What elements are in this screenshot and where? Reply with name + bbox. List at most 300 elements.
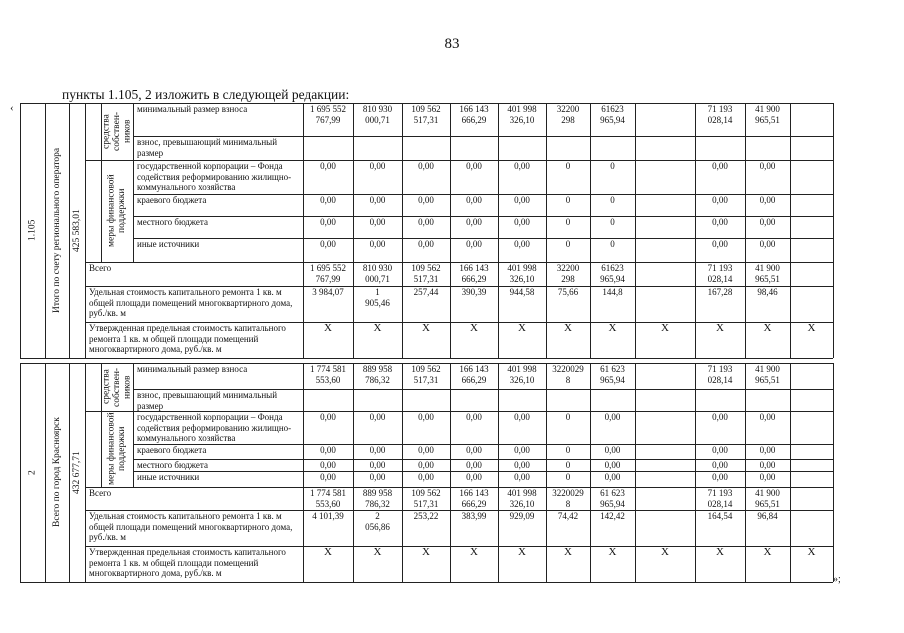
table-rule [833,363,834,582]
cell-value: 0,00 [320,412,336,422]
cell-value: 8 [565,498,571,509]
cell-value: 401 998 [507,364,537,374]
cell-value: 0,00 [712,217,728,227]
cell-value: 1 695 552 [310,104,346,114]
cell-value: 0,00 [369,217,386,227]
table-cell [450,511,498,546]
cell-value: 965,51 [755,374,780,385]
table-cell [303,445,353,459]
table-cell [546,488,590,510]
cell-value: 0,00 [759,239,776,249]
table-cell [498,287,546,322]
cell-value: 905,46 [365,297,390,308]
cell-value: 0,00 [759,460,776,470]
table-cell [745,104,790,136]
table-cell [303,511,353,546]
cell-value: 0 [565,445,571,455]
table-cell [635,547,695,582]
table-cell [695,239,745,262]
cell-value: 4 101,39 [312,511,344,521]
table-cell [695,472,745,487]
row-label: Всего [89,263,112,273]
table-cell [353,364,402,389]
cell-value: 0,00 [712,412,728,422]
table-cell [590,460,635,471]
table-cell [546,195,590,216]
cell-value: 965,51 [755,114,780,125]
table-cell [790,364,833,389]
table-cell [402,263,450,286]
table-cell [590,445,635,459]
cell-value: 401 998 [507,263,537,273]
cell-value: 0,00 [604,460,621,470]
cell-value: 0,00 [466,460,482,470]
table-cell [695,412,745,444]
table-cell [498,137,546,160]
cell-value: 0,00 [418,217,434,227]
cell-value: 553,60 [315,374,341,385]
cell-value: X [422,546,430,558]
table-cell [546,217,590,238]
table-cell [695,161,745,194]
table-cell [590,390,635,411]
table-cell [590,161,635,194]
cell-value: 3 984,07 [312,287,344,297]
cell-value: 253,22 [413,511,439,521]
table-cell [353,511,402,546]
cell-value: 0,00 [712,161,728,171]
cell-value: 517,31 [413,114,439,125]
table-cell [303,547,353,582]
table-cell [590,364,635,389]
cell-value: 144,8 [602,287,623,297]
support-measures-group: меры финансовой поддержки [106,412,127,486]
cell-value: 889 958 [362,488,393,498]
table-cell [353,547,402,582]
cell-value: 786,32 [365,498,390,509]
table-cell [695,390,745,411]
table-rule [20,582,833,583]
cell-value: 61 623 [600,364,625,374]
row-label: государственной корпорации – Фонда содействия реформированию жилищно-коммунального хозяйства [137,412,292,443]
row-label: минимальный размер взноса [137,364,248,374]
table-cell [402,488,450,510]
table-cell [353,472,402,487]
trailing-mark: »; [833,574,841,585]
table-cell [695,323,745,358]
block-title: Всего по город Красноярск [51,417,62,528]
table-cell [498,239,546,262]
table-cell [745,445,790,459]
cell-value: 0,00 [604,445,621,455]
cell-value: 786,32 [365,374,390,385]
table-cell [695,511,745,546]
table-cell [590,137,635,160]
table-cell [635,323,695,358]
table-cell [546,263,590,286]
table-cell [790,239,833,262]
table-cell [450,263,498,286]
table-cell [450,390,498,411]
cell-value: 517,31 [413,273,439,284]
table-cell [498,263,546,286]
cell-value: 61 623 [600,488,625,498]
cell-value: 41 900 [755,364,780,374]
table-cell [790,323,833,358]
cell-value: 390,39 [461,287,487,297]
cell-value: 0,00 [369,472,386,482]
table-cell [450,547,498,582]
cell-value: 517,31 [413,498,439,509]
table-cell [590,412,635,444]
table-cell [635,472,695,487]
cell-value: 61623 [601,104,624,114]
cell-value: 109 562 [411,104,441,114]
table-cell [450,323,498,358]
cell-value: X [661,322,669,334]
cell-value: 0 [565,239,571,249]
table-cell [745,511,790,546]
cell-value: 929,09 [509,511,535,521]
table-cell [450,287,498,322]
table-cell [353,460,402,471]
cell-value: 965,94 [600,114,625,125]
cell-value: 3220029 [552,364,584,374]
row-label: государственной корпорации – Фонда содействия реформированию жилищно-коммунального хозяйства [137,161,292,192]
table-cell [498,195,546,216]
table-cell [745,263,790,286]
cell-value: 0,00 [466,195,482,205]
cell-value: 0,00 [418,161,434,171]
cell-value: 0 [565,161,571,171]
cell-value: 298 [561,273,575,284]
cell-value: 0,00 [514,445,530,455]
table-cell [590,488,635,510]
table-cell [402,137,450,160]
table-cell [790,412,833,444]
table-cell [745,390,790,411]
row-label: Утвержденная предельная стоимость капитального ремонта 1 кв. м общей площади помещений многоквартирного дома, руб./кв. м [89,547,286,578]
table-cell [303,104,353,136]
table-cell [635,364,695,389]
table-cell [745,364,790,389]
table-cell [695,195,745,216]
cell-value: 0 [610,195,615,205]
cell-value: 0,00 [712,195,728,205]
cell-value: X [518,322,526,334]
cell-value: 0,00 [418,445,434,455]
cell-value: 028,14 [707,273,733,284]
row-label: Утвержденная предельная стоимость капитального ремонта 1 кв. м общей площади помещений многоквартирного дома, руб./кв. м [89,323,286,354]
cell-value: 0,00 [514,472,530,482]
row-label: краевого бюджета [137,445,207,455]
cell-value: 0,00 [320,472,336,482]
cell-value: 74,42 [557,511,579,521]
cell-value: 056,86 [365,521,390,532]
table-cell [498,364,546,389]
row-label: Всего [89,488,112,498]
table-cell [745,287,790,322]
table-cell [402,161,450,194]
table-cell [546,323,590,358]
row-label: иные источники [137,239,200,249]
cell-value: 109 562 [411,364,441,374]
cell-value: X [716,546,724,558]
table-cell [450,472,498,487]
table-cell [790,137,833,160]
cell-value: 383,99 [461,511,487,521]
table-cell [745,460,790,471]
cell-value: 0,00 [320,161,336,171]
cell-value: X [564,322,572,334]
cell-value: 553,60 [315,498,341,509]
cell-value: 767,99 [315,273,341,284]
intro-text: пункты 1.105, 2 изложить в следующей редакции: [62,87,350,102]
table-cell [450,488,498,510]
cell-value: 0,00 [514,460,530,470]
cell-value: 666,29 [461,273,487,284]
table-cell [790,460,833,471]
table-cell [353,161,402,194]
cell-value: 0,00 [320,217,336,227]
table-cell [635,412,695,444]
cell-value: 0 [565,217,571,227]
table-cell [353,217,402,238]
table-cell [353,390,402,411]
cell-value: 41 900 [755,104,780,114]
table-cell [745,547,790,582]
table-cell [303,287,353,322]
table-cell [695,547,745,582]
cell-value: X [324,546,332,558]
table-cell [402,287,450,322]
cell-value: 0,00 [759,445,776,455]
table-cell [450,364,498,389]
cell-value: 298 [561,114,575,125]
cell-value: 0,00 [712,445,728,455]
table-cell [635,488,695,510]
owner-funds-group: средства собствен-ников [101,367,133,407]
table-cell [695,263,745,286]
table-cell [498,323,546,358]
table-cell [590,547,635,582]
cell-value: 61623 [601,263,624,273]
block-total: 425 583,01 [71,209,82,252]
cell-value: 0,00 [320,445,336,455]
left-margin-mark: ‹ [10,102,14,114]
cell-value: 0,00 [466,217,482,227]
cell-value: 666,29 [461,114,487,125]
table-cell [635,445,695,459]
row-label: взнос, превышающий минимальный размер [137,390,278,411]
table-cell [745,488,790,510]
table-cell [498,217,546,238]
row-label: местного бюджета [137,217,208,227]
cell-value: 000,71 [365,273,390,284]
cell-value: 142,42 [600,511,625,521]
block-title: Итого по счету регионального оператора [51,147,62,314]
cell-value: 944,58 [509,287,535,297]
table-cell [353,488,402,510]
cell-value: 0,00 [466,445,482,455]
cell-value: 71 193 [707,364,733,374]
table-cell [635,390,695,411]
row-label: иные источники [137,472,200,482]
table-cell [450,460,498,471]
table-cell [546,239,590,262]
table-cell [546,161,590,194]
table-cell [498,488,546,510]
table-cell [790,161,833,194]
cell-value: 0,00 [759,472,776,482]
cell-value: 517,31 [413,374,439,385]
cell-value: X [564,546,572,558]
cell-value: 0,00 [320,460,336,470]
cell-value: 0,00 [369,239,386,249]
cell-value: 0 [565,412,571,422]
cell-value: 96,84 [757,511,778,521]
table-cell [745,239,790,262]
cell-value: 0 [565,195,571,205]
table-cell [790,104,833,136]
cell-value: 965,51 [755,498,780,509]
table-cell [303,390,353,411]
block-total: 432 677,71 [71,451,82,494]
cell-value: 028,14 [707,114,733,125]
cell-value: 0,00 [466,412,482,422]
cell-value: 810 930 [362,263,393,273]
table-cell [590,104,635,136]
cell-value: 666,29 [461,498,487,509]
table-cell [635,217,695,238]
cell-value: 0,00 [418,460,434,470]
cell-value: 0,00 [514,239,530,249]
table-cell [745,472,790,487]
block-id: 2 [27,470,38,475]
table-cell [745,323,790,358]
table-cell [546,511,590,546]
cell-value: 0,00 [369,412,386,422]
table-cell [402,239,450,262]
cell-value: 1 [375,287,380,297]
cell-value: 326,10 [509,114,535,125]
page-number: 83 [444,36,460,52]
table-cell [546,460,590,471]
table-cell [635,460,695,471]
cell-value: 0 [610,239,615,249]
table-cell [498,161,546,194]
table-cell [695,445,745,459]
cell-value: 965,94 [600,374,625,385]
table-cell [590,511,635,546]
cell-value: 41 900 [755,263,780,273]
cell-value: 257,44 [413,287,439,297]
table-cell [745,195,790,216]
table-cell [353,323,402,358]
table-cell [745,217,790,238]
table-cell [695,104,745,136]
table-cell [303,137,353,160]
cell-value: 0,00 [369,195,386,205]
cell-value: 326,10 [509,273,535,284]
cell-value: 0,00 [466,472,482,482]
table-cell [546,104,590,136]
row-label: Удельная стоимость капитального ремонта 1 кв. м общей площади помещений многоквартирного дома, руб./кв. м [89,287,293,318]
table-cell [353,445,402,459]
table-cell [546,287,590,322]
table-cell [450,161,498,194]
table-cell [745,137,790,160]
cell-value: X [608,546,617,558]
table-cell [303,412,353,444]
table-cell [745,161,790,194]
table-rule [833,103,834,358]
table-cell [402,195,450,216]
table-cell [353,239,402,262]
cell-value: 1 774 581 [310,488,346,498]
table-cell [402,104,450,136]
cell-value: 0 [565,460,571,470]
table-cell [790,217,833,238]
cell-value: 326,10 [509,498,535,509]
cell-value: 98,46 [757,287,778,297]
table-cell [790,488,833,510]
table-cell [303,161,353,194]
table-cell [402,217,450,238]
table-cell [353,195,402,216]
table-cell [498,104,546,136]
block-id: 1.105 [27,219,38,242]
row-label: минимальный размер взноса [137,104,248,114]
cell-value: 0,00 [369,161,386,171]
table-cell [303,239,353,262]
table-cell [635,161,695,194]
table-cell [303,217,353,238]
table-cell [353,412,402,444]
cell-value: 71 193 [707,263,733,273]
table-cell [745,412,790,444]
table-cell [590,323,635,358]
cell-value: 164,54 [707,511,733,521]
table-cell [546,547,590,582]
table-cell [590,195,635,216]
table-cell [790,390,833,411]
owner-funds-group: средства собствен-ников [101,111,133,152]
table-cell [498,445,546,459]
table-cell [590,287,635,322]
cell-value: 0,00 [759,217,776,227]
table-cell [402,323,450,358]
support-measures-group: меры финансовой поддержки [106,174,127,248]
cell-value: X [373,546,382,558]
table-cell [635,263,695,286]
cell-value: 75,66 [557,287,579,297]
table-cell [450,195,498,216]
cell-value: 0,00 [320,195,336,205]
table-cell [303,364,353,389]
cell-value: 889 958 [362,364,393,374]
cell-value: 0,00 [418,239,434,249]
cell-value: 326,10 [509,374,535,385]
cell-value: 166 143 [459,104,489,114]
row-label: краевого бюджета [137,195,207,205]
cell-value: X [763,546,772,558]
table-cell [303,323,353,358]
table-cell [402,390,450,411]
cell-value: 028,14 [707,374,733,385]
cell-value: 0,00 [604,472,621,482]
cell-value: 0,00 [418,195,434,205]
